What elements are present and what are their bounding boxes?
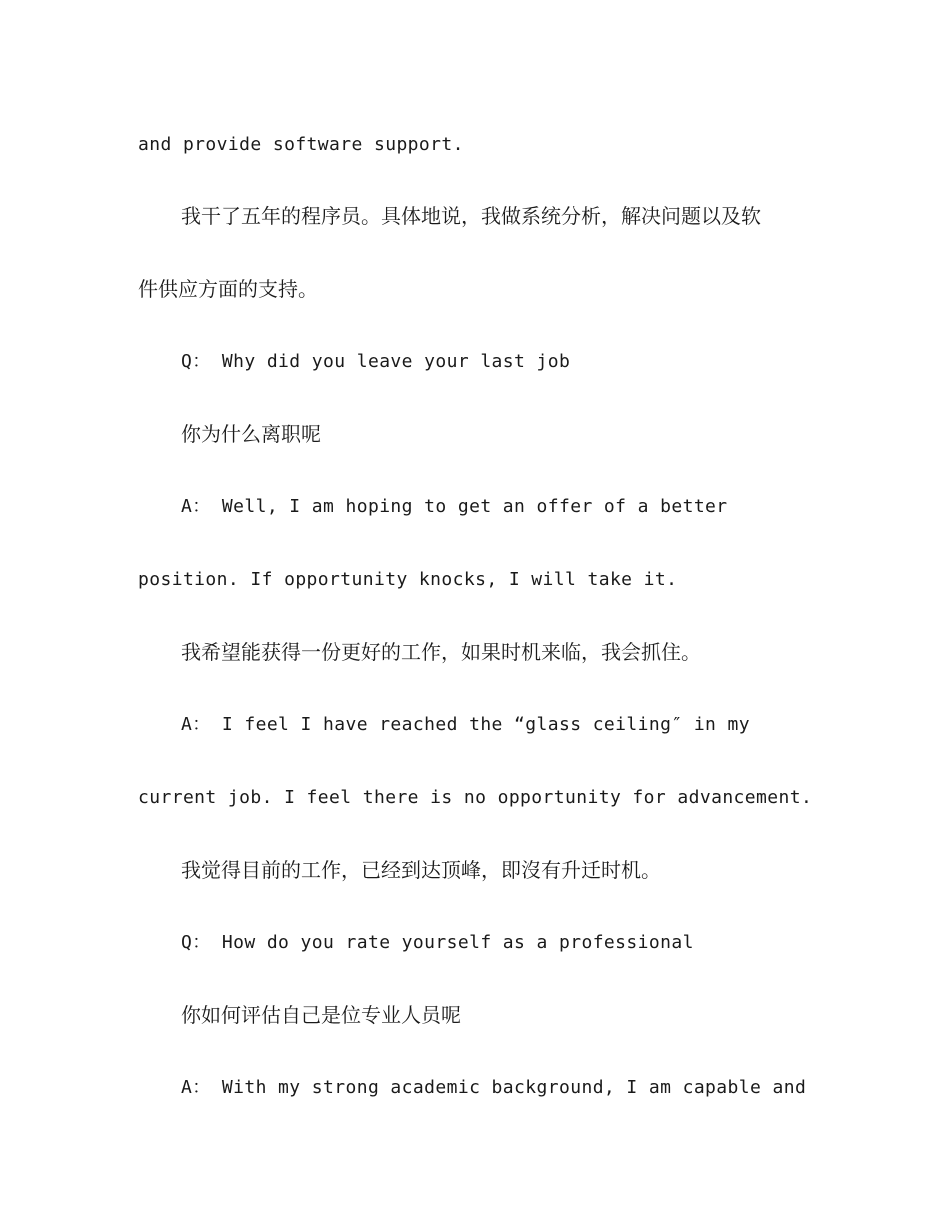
text-line: 我希望能获得一份更好的工作，如果时机来临，我会抓住。 <box>181 640 701 664</box>
text-line: 件供应方面的支持。 <box>138 277 318 301</box>
text-line: 我觉得目前的工作，已经到达顶峰，即沒有升迁时机。 <box>181 858 661 882</box>
answer-line: A： I feel I have reached the “glass ceiling″ in my <box>181 714 751 735</box>
text-line: 你如何评估自己是位专业人员呢 <box>181 1003 461 1027</box>
answer-line: A： Well, I am hoping to get an offer of a better <box>181 496 728 517</box>
text-line: current job. I feel there is no opportunity for advancement. <box>138 787 813 808</box>
text-line: 你为什么离职呢 <box>181 422 321 446</box>
question-line: Q： How do you rate yourself as a professional <box>181 932 694 953</box>
question-line: Q： Why did you leave your last job <box>181 351 571 372</box>
text-line: position. If opportunity knocks, I will take it. <box>138 569 678 590</box>
text-line: and provide software support. <box>138 134 464 155</box>
answer-line: A： With my strong academic background, I am capable and <box>181 1077 807 1098</box>
text-line: 我干了五年的程序员。具体地说，我做系统分析，解决问题以及软 <box>181 204 761 228</box>
